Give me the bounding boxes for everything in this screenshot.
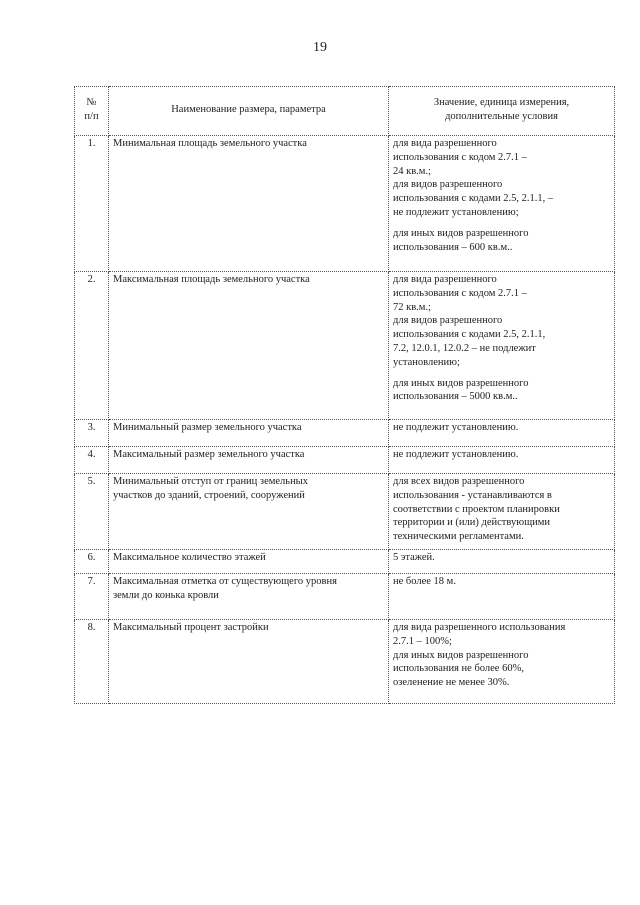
row-parameter-name: Минимальная площадь земельного участка (109, 136, 389, 272)
row-number: 5. (75, 474, 109, 550)
row-value: для вида разрешенного использования 2.7.1 – 100%; для иных видов разрешенного использования не более 60%, озеленение не менее 30%. (389, 620, 615, 704)
table-row (75, 474, 615, 550)
row-number: 1. (75, 136, 109, 272)
page-number: 19 (313, 40, 327, 55)
row-parameter-name: Максимальная отметка от существующего уровня земли до конька кровли (109, 574, 389, 620)
header-value: Значение, единица измерения, дополнительные условия (389, 87, 615, 136)
header-number: № п/п (75, 87, 109, 136)
row-number: 3. (75, 420, 109, 447)
row-number: 7. (75, 574, 109, 620)
row-number: 8. (75, 620, 109, 704)
row-parameter-name: Максимальная площадь земельного участка (109, 272, 389, 420)
row-value: для всех видов разрешенного использования - устанавливаются в соответствии с проектом планировки территории и (или) действующими техническими регламентами. (389, 474, 615, 550)
table-row (75, 136, 615, 272)
row-number: 4. (75, 447, 109, 474)
row-value: 5 этажей. (389, 550, 615, 574)
row-number: 2. (75, 272, 109, 420)
row-value: не более 18 м. (389, 574, 615, 620)
row-value: не подлежит установлению. (389, 420, 615, 447)
row-value (389, 272, 615, 420)
table-header-row (75, 87, 615, 136)
parameters-table (74, 86, 615, 704)
table-row (75, 420, 615, 447)
row-parameter-name: Максимальный процент застройки (109, 620, 389, 704)
table-row (75, 620, 615, 704)
row-value-part: для вида разрешенного использования с кодом 2.7.1 – 24 кв.м.; для видов разрешенного использования с кодами 2.5, 2.1.1, – не подлежит установлению; (393, 138, 554, 218)
row-parameter-name: Максимальное количество этажей (109, 550, 389, 574)
row-number: 6. (75, 550, 109, 574)
row-parameter-name: Минимальный отступ от границ земельных участков до зданий, строений, сооружений (109, 474, 389, 550)
row-value: не подлежит установлению. (389, 447, 615, 474)
table-row (75, 272, 615, 420)
header-parameter-name: Наименование размера, параметра (109, 87, 389, 136)
row-value-part: для иных видов разрешенного использования – 5000 кв.м.. (393, 377, 529, 403)
table-row (75, 574, 615, 620)
row-value (389, 136, 615, 272)
table-row (75, 447, 615, 474)
row-parameter-name: Максимальный размер земельного участка (109, 447, 389, 474)
table-row (75, 550, 615, 574)
row-parameter-name: Минимальный размер земельного участка (109, 420, 389, 447)
row-value-part: для вида разрешенного использования с кодом 2.7.1 – 72 кв.м.; для видов разрешенного использования с кодами 2.5, 2.1.1, 7.2, 12.0.1, 12.0.2 – не подлежит установлению; (393, 274, 546, 368)
row-value-part: для иных видов разрешенного использования – 600 кв.м.. (393, 227, 529, 253)
